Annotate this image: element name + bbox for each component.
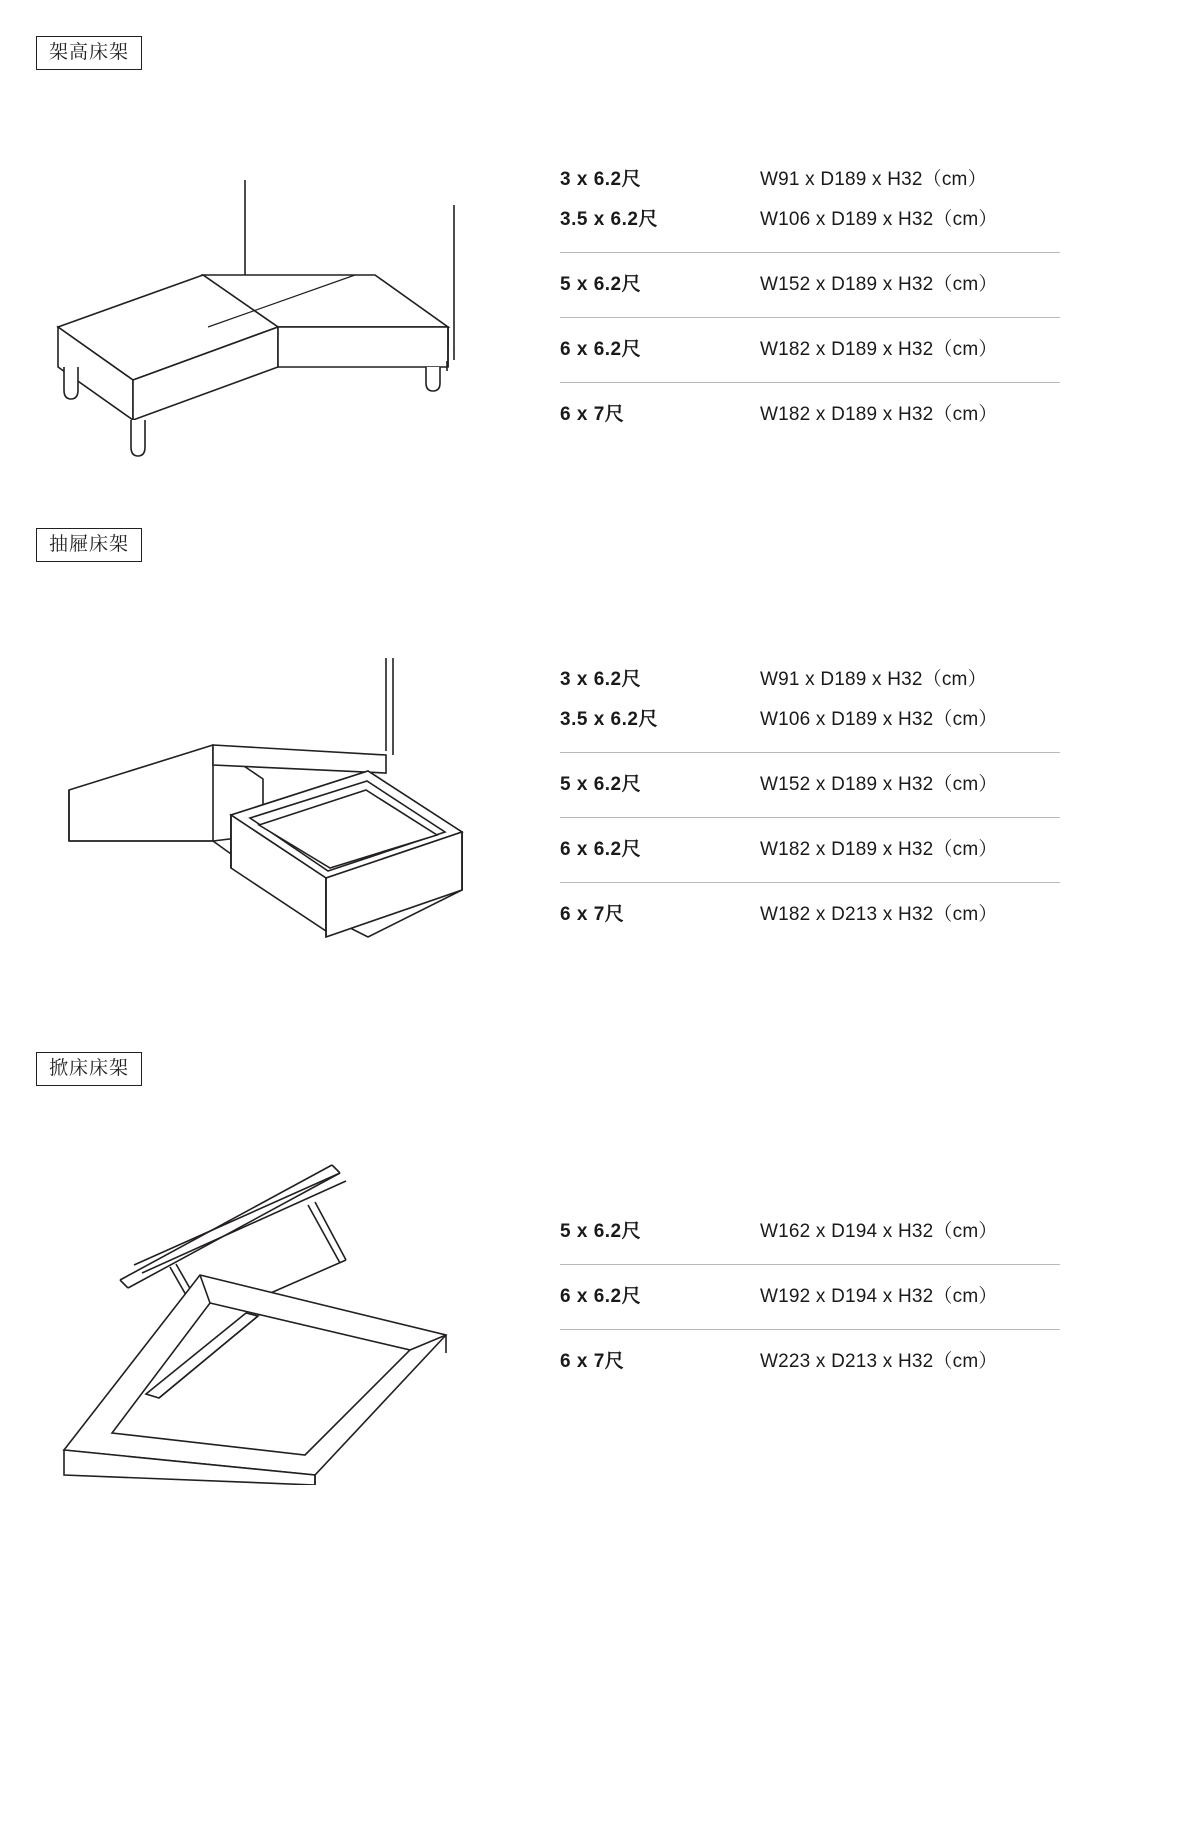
lift-up-bed-frame-illustration: [50, 1145, 490, 1485]
spec-group: [560, 1265, 1060, 1330]
spec-row: [560, 200, 1060, 240]
spec-size: 6 x 7尺: [560, 404, 625, 425]
spec-dimensions: W152 x D189 x H32（cm）: [760, 274, 998, 295]
spec-size: 6 x 6.2尺: [560, 339, 642, 360]
spec-dimensions: W106 x D189 x H32（cm）: [760, 709, 998, 730]
spec-table-lift-up-bed: [560, 1212, 1060, 1394]
spec-group: [560, 1330, 1060, 1394]
spec-row: [560, 700, 1060, 740]
spec-row: [560, 160, 1060, 200]
spec-size: 3 x 6.2尺: [560, 169, 642, 190]
spec-group: [560, 660, 1060, 753]
spec-dimensions: W162 x D194 x H32（cm）: [760, 1221, 998, 1242]
spec-row: [560, 765, 1060, 805]
spec-size: 6 x 7尺: [560, 1351, 625, 1372]
spec-row: [560, 830, 1060, 870]
spec-row: [560, 1342, 1060, 1382]
spec-group: [560, 818, 1060, 883]
spec-row: [560, 395, 1060, 435]
spec-group: [560, 383, 1060, 447]
spec-size: 6 x 6.2尺: [560, 1286, 642, 1307]
spec-row: [560, 660, 1060, 700]
spec-dimensions: W182 x D189 x H32（cm）: [760, 839, 998, 860]
spec-group: [560, 253, 1060, 318]
spec-row: [560, 265, 1060, 305]
spec-group: [560, 318, 1060, 383]
spec-size: 3.5 x 6.2尺: [560, 709, 658, 730]
spec-group: [560, 160, 1060, 253]
spec-size: 6 x 7尺: [560, 904, 625, 925]
spec-size: 5 x 6.2尺: [560, 774, 642, 795]
spec-row: [560, 330, 1060, 370]
spec-dimensions: W182 x D189 x H32（cm）: [760, 404, 998, 425]
spec-size: 5 x 6.2尺: [560, 1221, 642, 1242]
spec-dimensions: W91 x D189 x H32（cm）: [760, 169, 987, 190]
spec-group: [560, 1212, 1060, 1265]
spec-size: 3 x 6.2尺: [560, 669, 642, 690]
spec-dimensions: W192 x D194 x H32（cm）: [760, 1286, 998, 1307]
spec-table-drawer-bed: [560, 660, 1060, 947]
spec-dimensions: W223 x D213 x H32（cm）: [760, 1351, 998, 1372]
drawer-bed-frame-illustration: [45, 655, 515, 965]
spec-group: [560, 753, 1060, 818]
section-label-drawer-bed: 抽屜床架: [36, 528, 142, 562]
spec-size: 6 x 6.2尺: [560, 839, 642, 860]
spec-table-platform-bed: [560, 160, 1060, 447]
spec-size: 3.5 x 6.2尺: [560, 209, 658, 230]
section-label-lift-up-bed: 掀床床架: [36, 1052, 142, 1086]
section-label-platform-bed: 架高床架: [36, 36, 142, 70]
spec-group: [560, 883, 1060, 947]
spec-row: [560, 895, 1060, 935]
spec-row: [560, 1212, 1060, 1252]
spec-dimensions: W152 x D189 x H32（cm）: [760, 774, 998, 795]
spec-row: [560, 1277, 1060, 1317]
platform-bed-frame-illustration: [45, 175, 495, 475]
spec-size: 5 x 6.2尺: [560, 274, 642, 295]
spec-dimensions: W91 x D189 x H32（cm）: [760, 669, 987, 690]
spec-dimensions: W106 x D189 x H32（cm）: [760, 209, 998, 230]
spec-dimensions: W182 x D213 x H32（cm）: [760, 904, 998, 925]
spec-dimensions: W182 x D189 x H32（cm）: [760, 339, 998, 360]
